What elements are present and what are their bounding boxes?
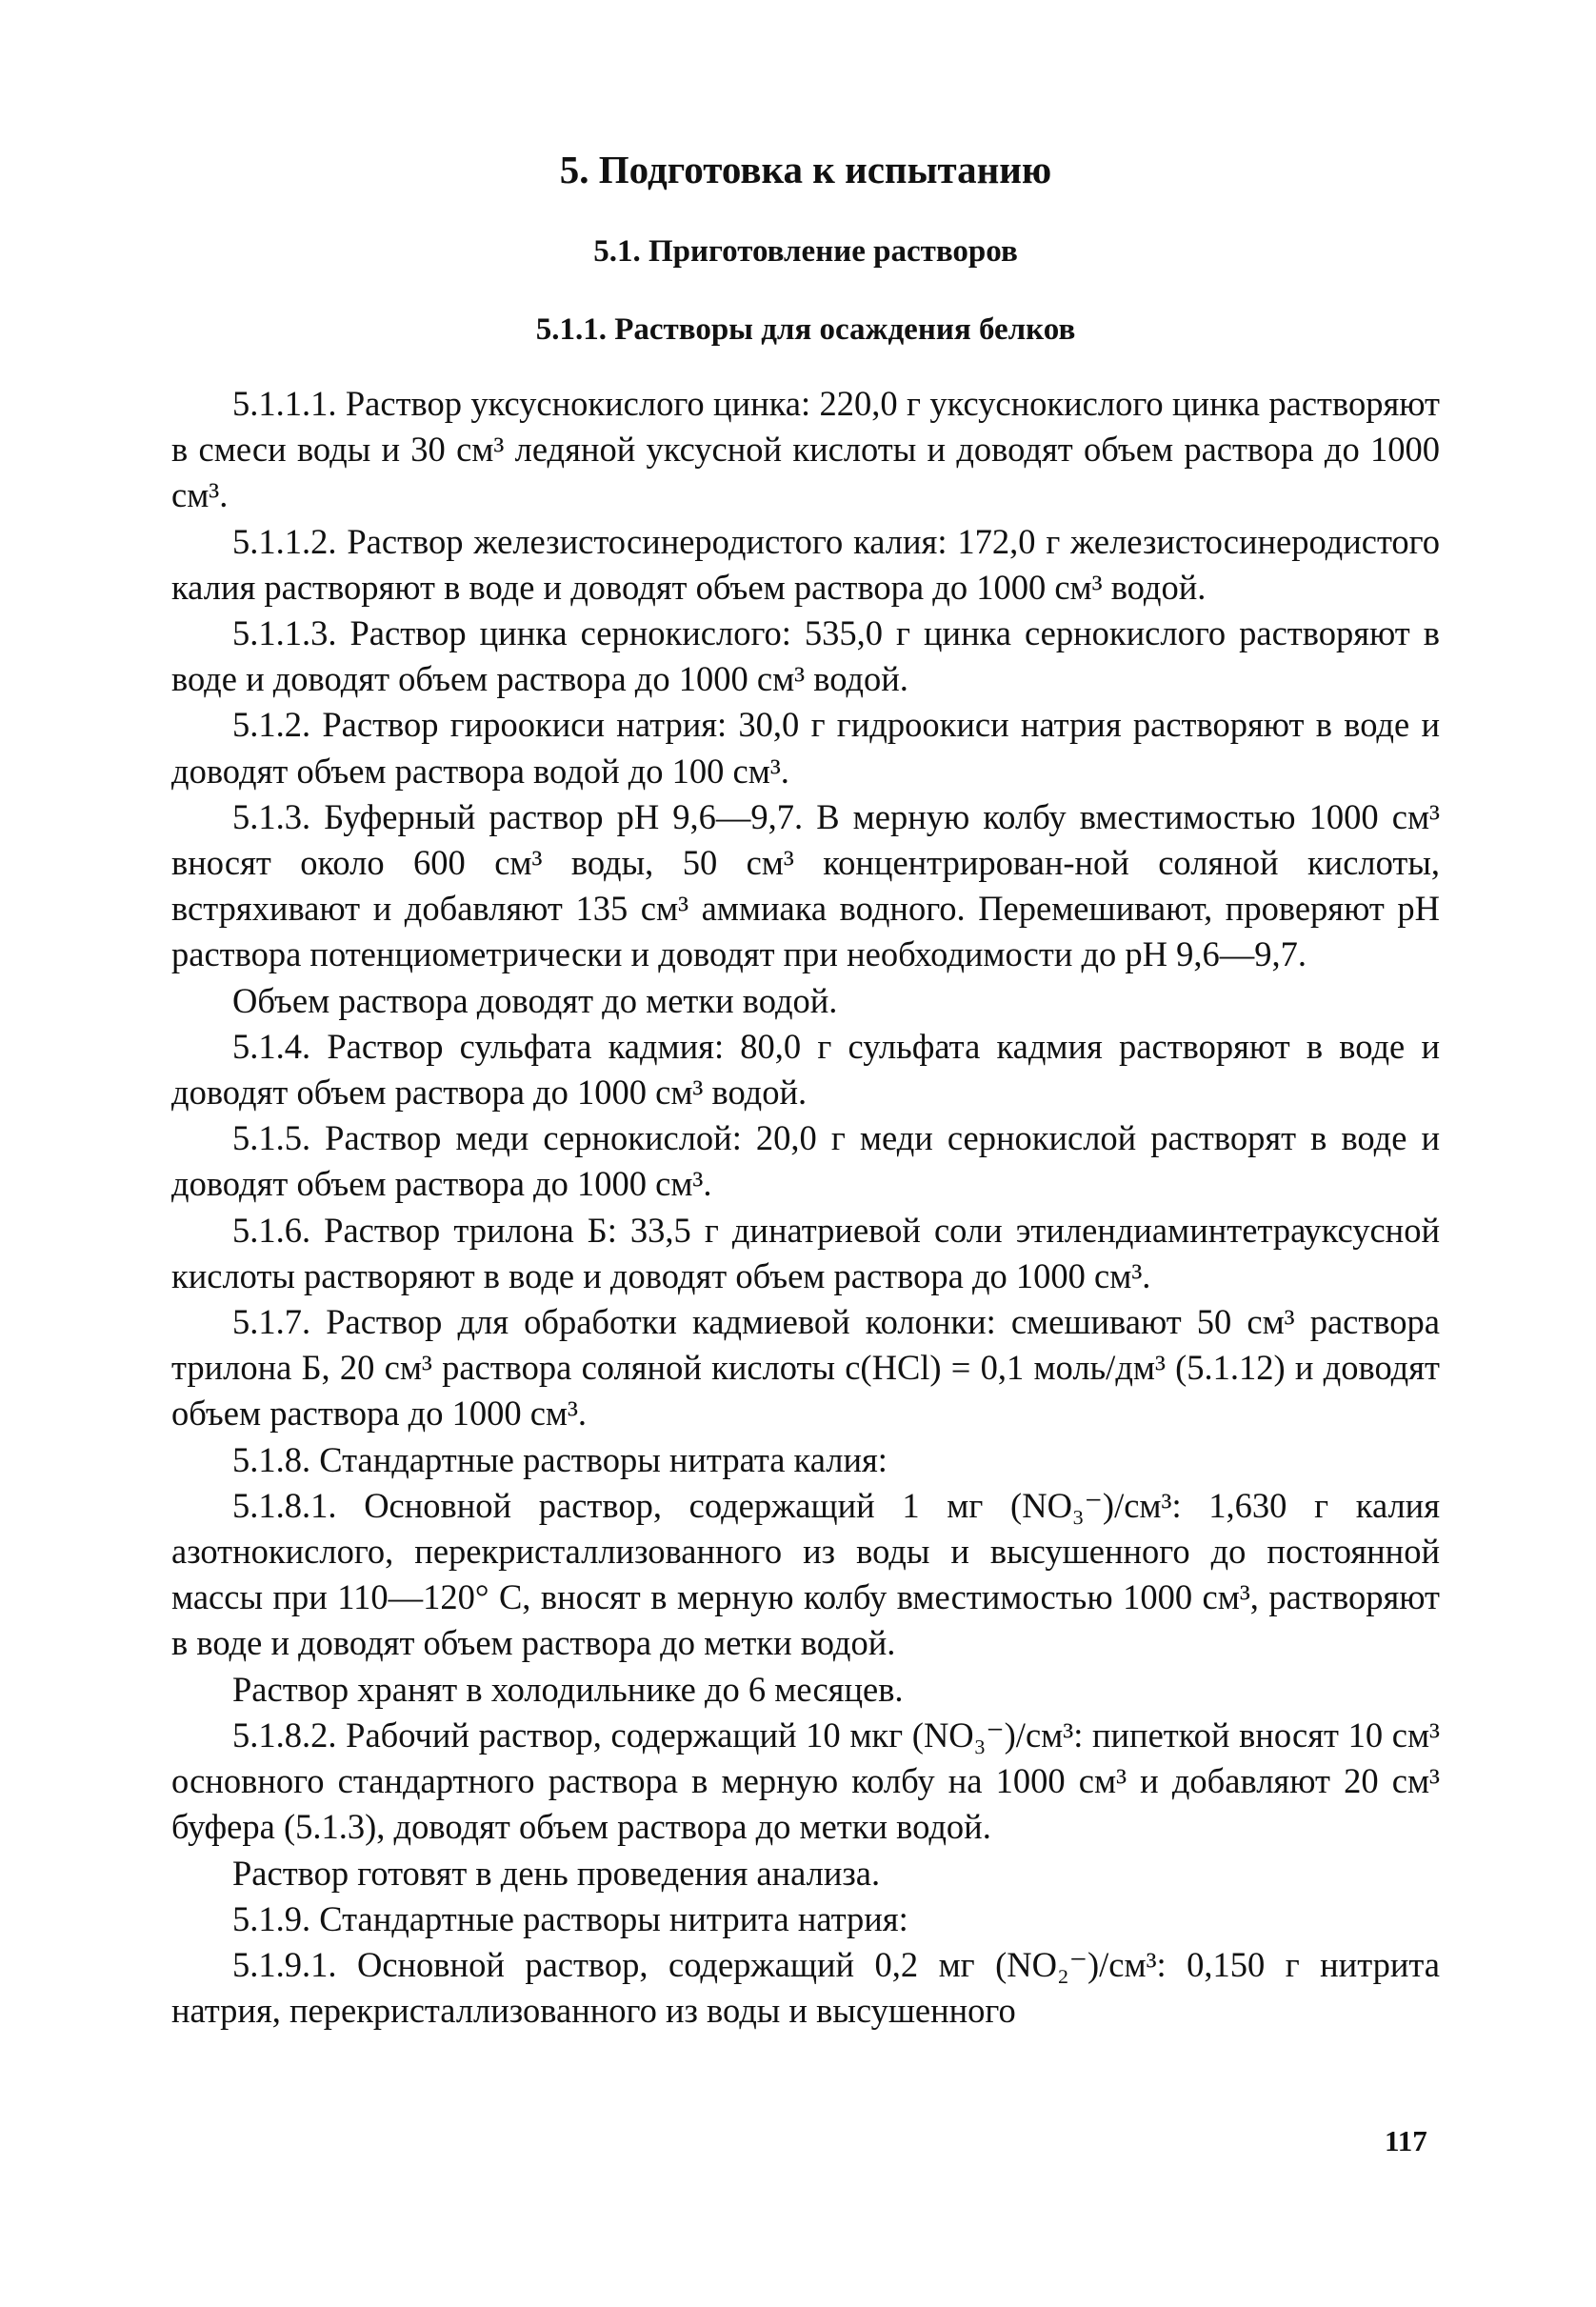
paragraph-5-1-7: 5.1.7. Раствор для обработки кадмиевой колонки: смешивают 50 см³ раствора трилона Б, 20 см³ раствора соляной кислоты c(HCl) = 0,1 моль/дм³ (5.1.12) и доводят объем раствора до 1000 см³. [171,1302,1440,1434]
paragraph-5-1-6: 5.1.6. Раствор трилона Б: 33,5 г динатриевой соли этилендиаминтетрауксусной кислоты растворяют в воде и доводят объем раствора до 1000 см³. [171,1210,1440,1295]
paragraph-5-1-1-1: 5.1.1.1. Раствор уксуснокислого цинка: 220,0 г уксуснокислого цинка растворяют в смеси воды и 30 см³ ледяной уксусной кислоты и доводят объем раствора до 1000 см³. [171,384,1440,515]
paragraph-5-1-3-note: Объем раствора доводят до метки водой. [232,980,838,1020]
paragraph-5-1-8-2-note: Раствор готовят в день проведения анализа. [232,1853,881,1893]
paragraph-5-1-1-3: 5.1.1.3. Раствор цинка сернокислого: 535,0 г цинка сернокислого растворяют в воде и доводят объем раствора до 1000 см³ водой. [171,613,1440,699]
paragraph-5-1-9-1: 5.1.9.1. Основной раствор, содержащий 0,2 мг (NO₂⁻)/см³: 0,150 г нитрита натрия, перекристаллизованного из воды и высушенного [171,1944,1440,2031]
paragraph-5-1-1-2: 5.1.1.2. Раствор железистосинеродистого калия: 172,0 г железистосинеродистого калия растворяют в воде и доводят объем раствора до 1000 см³ водой. [171,521,1440,607]
chapter-title: 5. Подготовка к испытанию [559,148,1052,191]
paragraph-5-1-8-1: 5.1.8.1. Основной раствор, содержащий 1 мг (NO₃⁻)/см³: 1,630 г калия азотнокислого, перекристаллизованного из воды и высушенного до постоянной массы при 110—120° С, вносят в мерную колбу вместимостью 1000 см³, растворяют в воде и доводят объем раствора до метки водой. [171,1485,1440,1663]
paragraph-5-1-2: 5.1.2. Раствор гироокиси натрия: 30,0 г гидроокиси натрия растворяют в воде и доводят объем раствора водой до 100 см³. [171,705,1440,791]
paragraph-5-1-8-2: 5.1.8.2. Рабочий раствор, содержащий 10 мкг (NO₃⁻)/см³: пипеткой вносят 10 см³ основного стандартного раствора в мерную колбу на 1000 см³ и добавляют 20 см³ буфера (5.1.3), доводят объем раствора до метки водой. [171,1715,1440,1847]
subsection-title: 5.1.1. Растворы для осаждения белков [535,312,1076,347]
page-content [171,143,1440,2034]
paragraph-5-1-8-1-note: Раствор хранят в холодильнике до 6 месяцев. [232,1669,904,1709]
paragraph-5-1-3: 5.1.3. Буферный раствор pH 9,6—9,7. В мерную колбу вместимостью 1000 см³ вносят около 600 см³ воды, 50 см³ концентрирован-ной соляной кислоты, встряхивают и добавляют 135 см³ аммиака водного. Перемешивают, проверяют pH раствора потенциометрически и доводят при необходимости до pH 9,6—9,7. [171,796,1440,974]
paragraph-5-1-8: 5.1.8. Стандартные растворы нитрата калия: [232,1439,888,1479]
paragraph-5-1-5: 5.1.5. Раствор меди сернокислой: 20,0 г меди сернокислой растворят в воде и доводят объем раствора до 1000 см³. [171,1118,1440,1204]
section-title: 5.1. Приготовление растворов [593,234,1018,269]
paragraph-5-1-9: 5.1.9. Стандартные растворы нитрита натрия: [232,1898,908,1938]
paragraph-5-1-4: 5.1.4. Раствор сульфата кадмия: 80,0 г сульфата кадмия растворяют в воде и доводят объем раствора до 1000 см³ водой. [171,1026,1440,1113]
page-number: 117 [1385,2124,1427,2157]
